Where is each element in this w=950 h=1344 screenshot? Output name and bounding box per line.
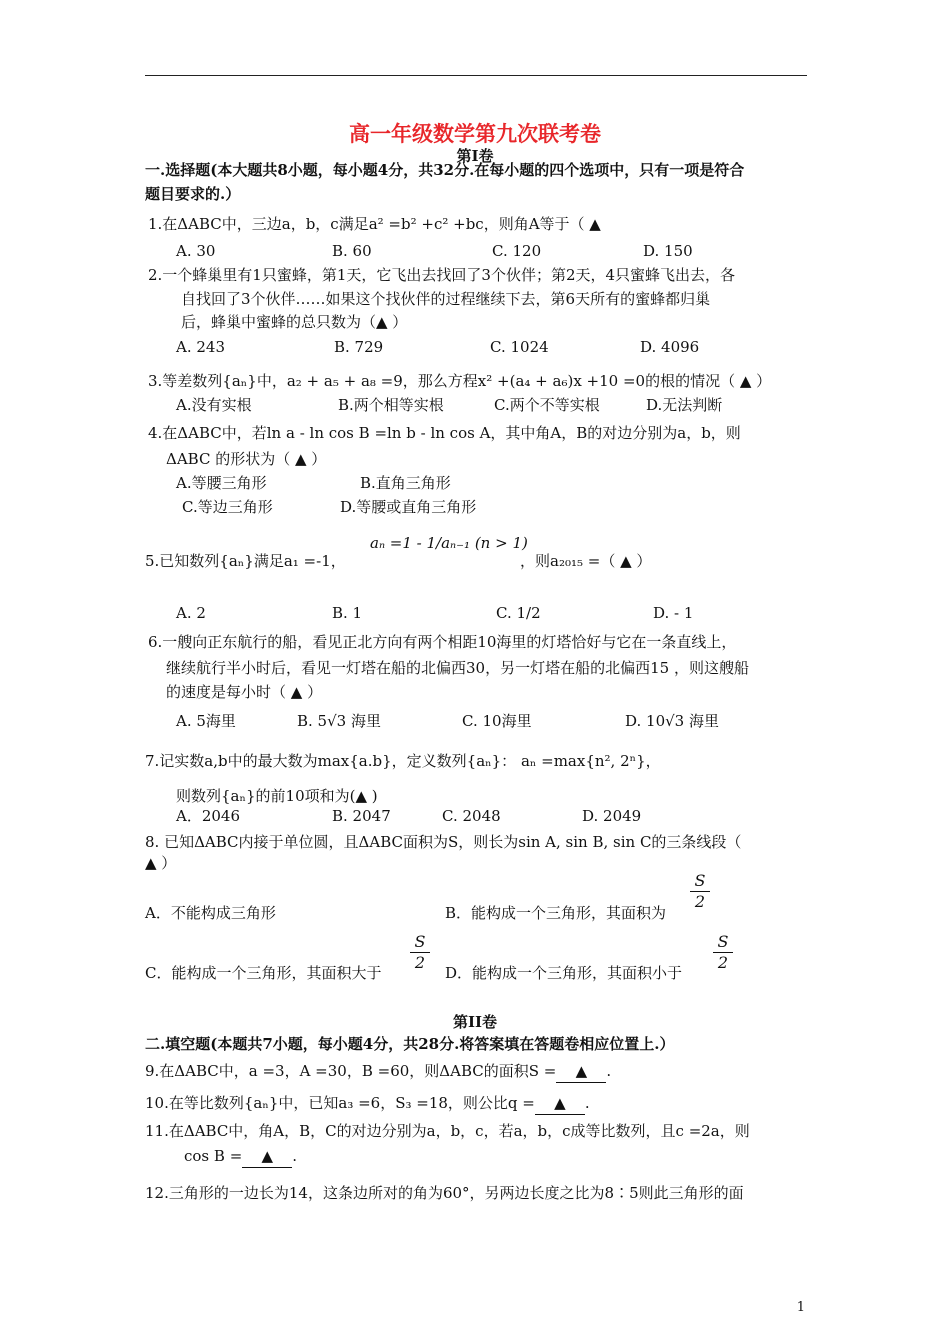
q1-option-c: C. 120 [492,242,542,260]
fraction-numerator: S [717,932,729,951]
q4-option-d: D.等腰或直角三角形 [340,498,477,516]
q4-option-b: B.直角三角形 [360,474,451,492]
q5-stem: 5.已知数列{aₙ}满足a₁ =-1， [145,552,346,570]
part1-heading: 第I卷 [456,147,494,165]
q4-option-a: A.等腰三角形 [176,474,267,492]
q9-text: 9.在ΔABC中，a =3，A =30，B =60，则ΔABC的面积S = [145,1062,557,1080]
q9-answer-blank[interactable]: ▲ [556,1060,606,1083]
q7-stem-line1: 7.记实数a,b中的最大数为max{a.b}，定义数列{aₙ}： aₙ =max{n², 2ⁿ}， [145,752,661,770]
q3-option-c: C.两个不等实根 [494,396,600,414]
q11-stem-line1: 11.在ΔABC中，角A，B，C的对边分别为a，b，c，若a，b，c成等比数列，且c =2a，则 [145,1122,750,1140]
q4-stem-line1: 4.在ΔABC中，若ln a - ln cos B =ln b - ln cos A，其中角A，B的对边分别为a，b，则 [148,424,741,442]
fraction-numerator: S [694,871,706,890]
section2-instructions: 二.填空题(本题共7小题，每小题4分，共28分.将答案填在答题卷相应位置上.） [145,1035,675,1053]
q7-option-b: B. 2047 [332,807,391,825]
q11-answer-blank[interactable]: ▲ [242,1145,292,1168]
q6-stem-line3: 的速度是每小时（ ▲ ） [166,683,323,701]
q4-stem-line2: ΔABC 的形状为（ ▲ ） [166,450,327,468]
q5-option-a: A. 2 [176,604,206,622]
q8-option-d: D．能构成一个三角形，其面积小于 [445,964,683,982]
q1-option-d: D. 150 [643,242,693,260]
q3-option-a: A.没有实根 [176,396,252,414]
q6-stem-line1: 6.一艘向正东航行的船，看见正北方向有两个相距10海里的灯塔恰好与它在一条直线上， [148,633,737,651]
q12-stem: 12.三角形的一边长为14，这条边所对的角为60°，另两边长度之比为8∶5则此三角形的面 [145,1184,744,1202]
q1-option-b: B. 60 [332,242,372,260]
q8-option-d-fraction [713,932,733,973]
q8-option-c: C．能构成一个三角形，其面积大于 [145,964,382,982]
q6-stem-line2: 继续航行半小时后，看见一灯塔在船的北偏西30，另一灯塔在船的北偏西15 ，则这艘船 [166,659,749,677]
q8-option-c-fraction [410,932,430,973]
q10-text: 10.在等比数列{aₙ}中，已知a₃ =6，S₃ =18，则公比q = [145,1094,535,1112]
q1-option-a: A. 30 [176,242,216,260]
q4-option-c: C.等边三角形 [182,498,273,516]
q8-stem-line1: 8. 已知ΔABC内接于单位圆，且ΔABC面积为S，则长为sin A, sin B, sin C的三条线段（ [145,833,742,851]
fraction-numerator: S [414,932,426,951]
exam-title: 高一年级数学第九次联考卷 [349,122,601,146]
q3-option-b: B.两个相等实根 [338,396,444,414]
q2-stem-line3: 后，蜂巢中蜜蜂的总只数为（▲ ） [181,313,408,331]
q11-text: cos B = [184,1147,243,1165]
q5-tail: ，则a₂₀₁₅ =（ ▲ ） [520,552,652,570]
fraction-denominator: 2 [690,891,710,912]
q5-recurrence-formula: aₙ =1 - 1/aₙ₋₁ (n > 1) [370,534,528,552]
page-number: 1 [796,1300,805,1315]
q10-stem: 10.在等比数列{aₙ}中，已知a₃ =6，S₃ =18，则公比q = ▲ . [145,1092,590,1115]
section1-instructions-line2: 题目要求的.） [145,185,241,203]
q5-option-c: C. 1/2 [496,604,541,622]
q8-option-b: B．能构成一个三角形，其面积为 [445,904,667,922]
q2-option-a: A. 243 [176,338,225,356]
header-rule [145,75,807,76]
q6-option-a: A. 5海里 [176,712,236,730]
q2-stem-line1: 2.一个蜂巢里有1只蜜蜂，第1天，它飞出去找回了3个伙伴；第2天，4只蜜蜂飞出去，各 [148,266,736,284]
section1-instructions-line1: 一.选择题(本大题共8小题，每小题4分，共32分.在每小题的四个选项中，只有一项是符合 [145,161,745,179]
q3-option-d: D.无法判断 [646,396,723,414]
q1-stem: 1.在ΔABC中，三边a，b，c满足a² =b² +c² +bc，则角A等于（ ▲ [148,215,601,233]
fraction-denominator: 2 [713,952,733,973]
fraction-denominator: 2 [410,952,430,973]
q6-option-b: B. 5√3 海里 [297,712,381,730]
q6-option-c: C. 10海里 [462,712,532,730]
q9-stem: 9.在ΔABC中，a =3，A =30，B =60，则ΔABC的面积S = ▲ . [145,1060,611,1083]
q6-option-d: D. 10√3 海里 [625,712,719,730]
part2-heading: 第II卷 [452,1013,498,1031]
q8-option-a: A．不能构成三角形 [145,904,276,922]
q3-stem: 3.等差数列{aₙ}中，a₂ + a₅ + a₈ =9，那么方程x² +(a₄ + a₆)x +10 =0的根的情况（ ▲ ） [148,372,772,390]
q11-stem-line2: cos B = ▲ . [184,1145,297,1168]
q8-option-b-fraction [690,871,710,912]
q7-option-c: C. 2048 [442,807,501,825]
q7-option-d: D. 2049 [582,807,642,825]
q5-option-b: B. 1 [332,604,363,622]
q10-answer-blank[interactable]: ▲ [535,1092,585,1115]
q2-option-c: C. 1024 [490,338,549,356]
q7-stem-line2: 则数列{aₙ}的前10项和为(▲ ) [176,787,378,805]
q2-stem-line2: 自找回了3个伙伴……如果这个找伙伴的过程继续下去，第6天所有的蜜蜂都归巢 [181,290,711,308]
q5-option-d: D. - 1 [653,604,694,622]
q8-stem-line2: ▲ ） [145,854,177,872]
q2-option-b: B. 729 [334,338,384,356]
q7-option-a: A．2046 [176,807,241,825]
q2-option-d: D. 4096 [640,338,700,356]
